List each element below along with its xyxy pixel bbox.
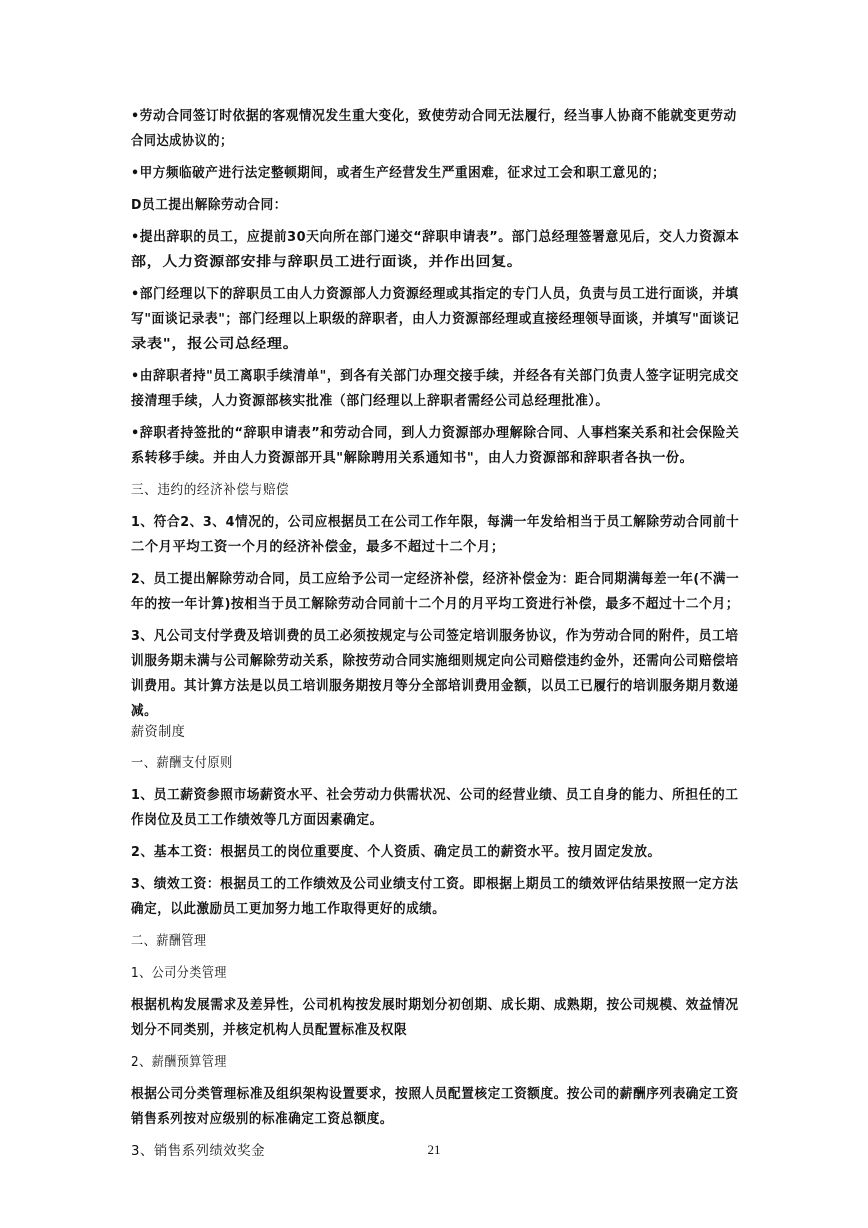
text-line: 训服务期未满与公司解除劳动关系，除按劳动合同实施细则规定向公司赔偿违约金外，还需向公司赔偿培 — [131, 653, 739, 669]
text-line: •甲方频临破产进行法定整顿期间，或者生产经营发生严重困难，征求过工会和职工意见的； — [131, 165, 666, 181]
text-line: 确定，以此激励员工更加努力地工作取得更好的成绩。 — [131, 901, 446, 917]
text-line: •辞职者持签批的“辞职申请表”和劳动合同，到人力资源部办理解除合同、人事档案关系和社会保险关 — [131, 425, 740, 441]
text-line: 写"面谈记录表"；部门经理以上职级的辞职者，由人力资源部经理或直接经理领导面谈，并填写"面谈记 — [131, 311, 740, 327]
text-line: •提出辞职的员工，应提前30天向所在部门递交“辞职申请表”。部门总经理签署意见后，交人力资源本 — [131, 229, 740, 245]
text-line: 训费用。其计算方法是以员工培训服务期按月等分全部培训费用金额，以员工已履行的培训服务期月数递 — [131, 678, 739, 694]
text-line: 二、薪酬管理 — [131, 933, 207, 949]
text-line: 2、基本工资：根据员工的岗位重要度、个人资质、确定员工的薪资水平。按月固定发放。 — [131, 844, 661, 860]
text-line: 3、销售系列绩效奖金 — [131, 1143, 266, 1159]
text-line: 部，人力资源部安排与辞职员工进行面谈，并作出回复。 — [131, 254, 523, 270]
text-line: 一、薪酬支付原则 — [131, 755, 233, 771]
text-line: •由辞职者持"员工离职手续清单"，到各有关部门办理交接手续，并经各有关部门负责人签字证明完成交 — [131, 368, 739, 384]
text-line: 录表"，报公司总经理。 — [131, 336, 299, 352]
text-line: 2、员工提出解除劳动合同，员工应给予公司一定经济补偿，经济补偿金为：距合同期满每差一年(不满一 — [131, 571, 740, 587]
text-line: 年的按一年计算)按相当于员工解除劳动合同前十二个月的月平均工资进行补偿，最多不超过十二个月； — [131, 596, 740, 612]
text-line: 薪资制度 — [131, 724, 186, 740]
text-line: 3、绩效工资：根据员工的工作绩效及公司业绩支付工资。即根据上期员工的绩效评估结果按照一定方法 — [131, 876, 739, 892]
text-line: •劳动合同签订时依据的客观情况发生重大变化，致使劳动合同无法履行，经当事人协商不能就变更劳动 — [131, 108, 737, 124]
text-line: 三、违约的经济补偿与赔偿 — [131, 482, 290, 498]
page-number: 21 — [427, 1142, 441, 1157]
text-line: 接清理手续，人力资源部核实批准（部门经理以上辞职者需经公司总经理批准）。 — [131, 393, 609, 409]
text-line: •部门经理以下的辞职员工由人力资源部人力资源经理或其指定的专门人员，负责与员工进行面谈，并填 — [131, 286, 739, 302]
text-line: 1、员工薪资参照市场薪资水平、社会劳动力供需状况、公司的经营业绩、员工自身的能力、所担任的工 — [131, 787, 739, 803]
text-line: 1、公司分类管理 — [131, 965, 227, 981]
text-line: 划分不同类别，并核定机构人员配置标准及权限 — [131, 1022, 408, 1038]
text-line: 1、符合2、3、4情况的，公司应根据员工在公司工作年限，每满一年发给相当于员工解除劳动合同前十 — [131, 514, 740, 530]
text-line: 2、薪酬预算管理 — [131, 1054, 227, 1070]
text-line: 二个月平均工资一个月的经济补偿金，最多不超过十二个月； — [131, 539, 505, 555]
text-line: 系转移手续。并由人力资源部开具"解除聘用关系通知书"，由人力资源部和辞职者各执一份。 — [131, 450, 694, 466]
text-line: 销售系列按对应级别的标准确定工资总额度。 — [131, 1111, 393, 1127]
text-line: 减。 — [131, 703, 158, 719]
text-line: 根据公司分类管理标准及组织架构设置要求，按照人员配置核定工资额度。按公司的薪酬序列表确定工资 — [131, 1086, 739, 1102]
text-line: 合同达成协议的； — [131, 133, 233, 149]
text-line: 根据机构发展需求及差异性，公司机构按发展时期划分初创期、成长期、成熟期，按公司规模、效益情况 — [131, 997, 739, 1013]
text-line: D员工提出解除劳动合同： — [131, 197, 287, 213]
text-line: 作岗位及员工工作绩效等几方面因素确定。 — [131, 812, 383, 828]
text-line: 3、凡公司支付学费及培训费的员工必须按规定与公司签定培训服务协议，作为劳动合同的附件，员工培 — [131, 628, 739, 644]
